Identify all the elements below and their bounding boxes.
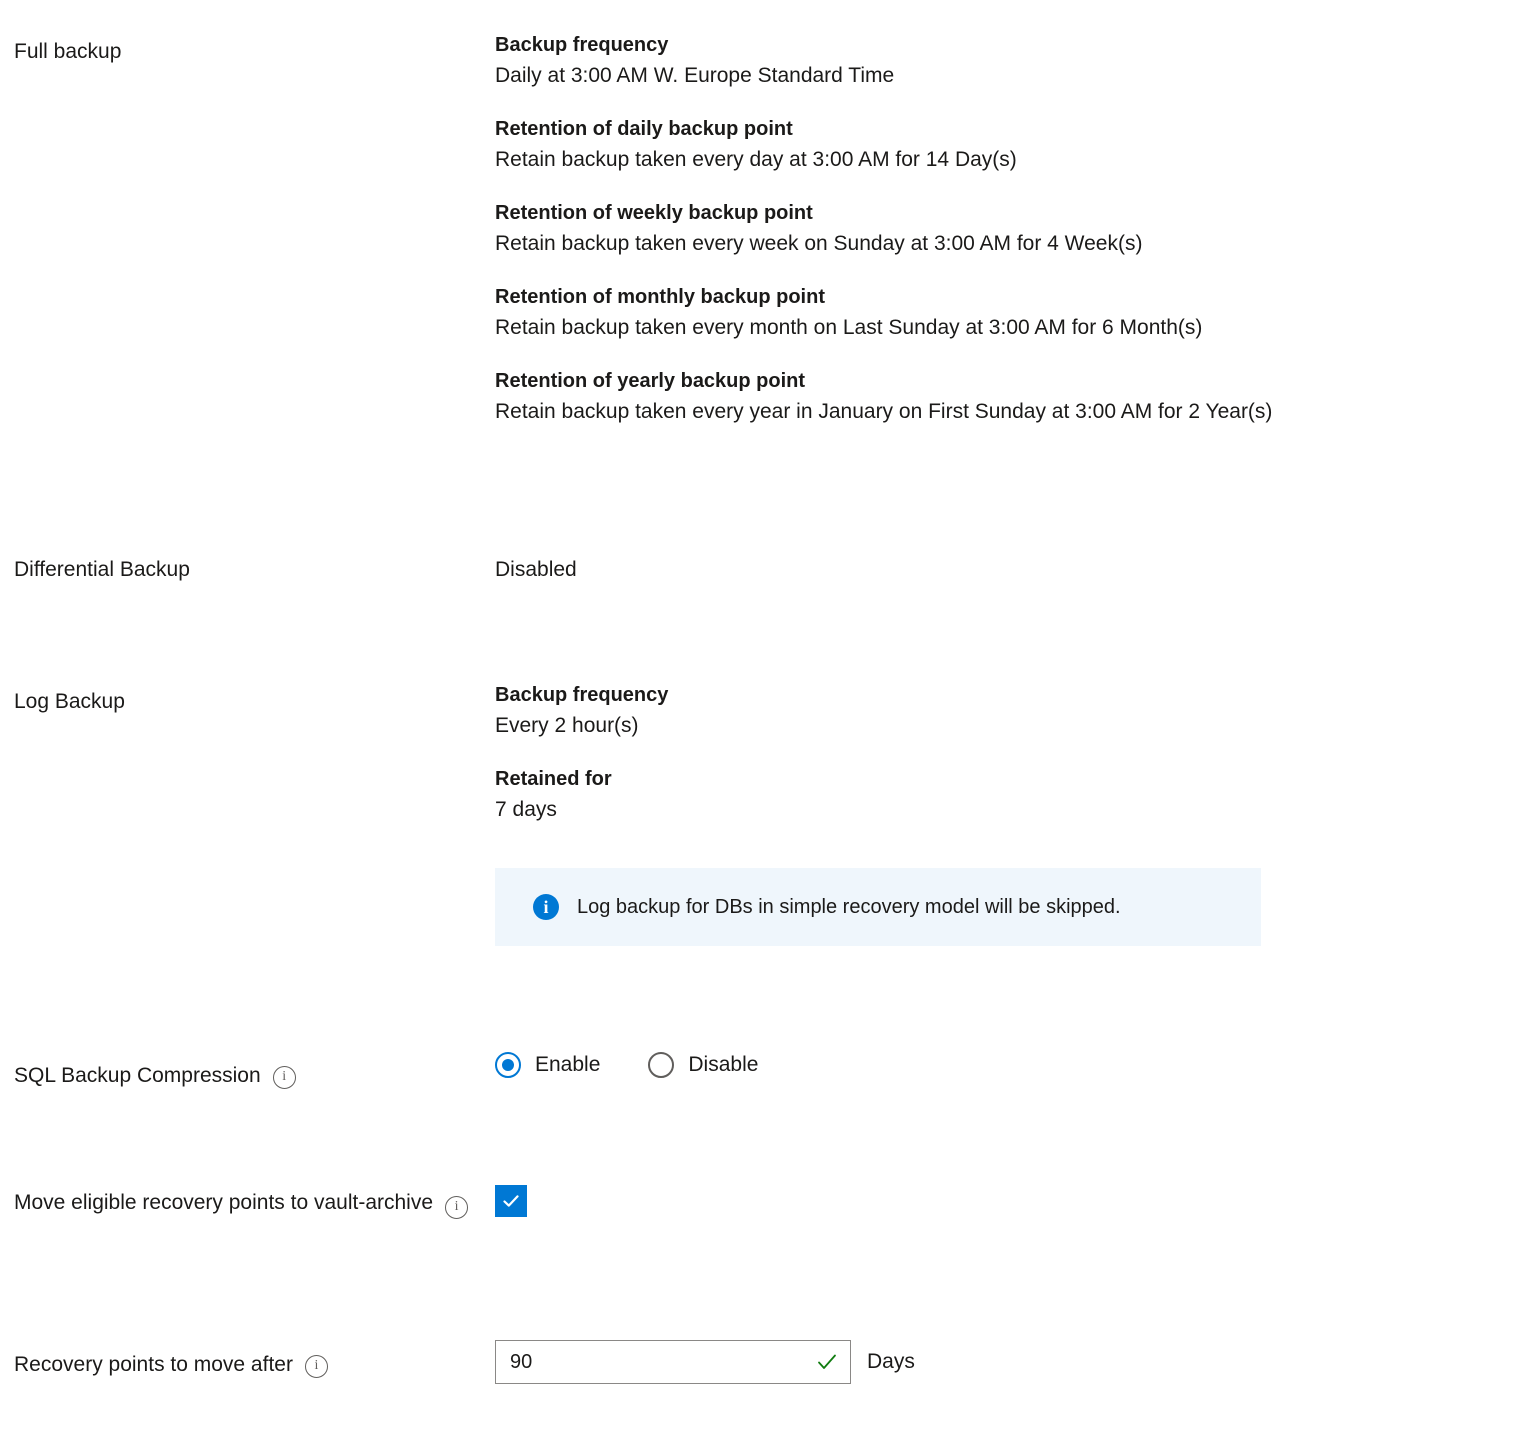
weekly-retention-value: Retain backup taken every week on Sunday at 3:00 AM for 4 Week(s) bbox=[495, 232, 1143, 255]
daily-retention-title: Retention of daily backup point bbox=[495, 118, 793, 140]
recovery-points-move-after-label-wrap bbox=[0, 1340, 495, 1379]
full-backup-section bbox=[495, 114, 1522, 176]
full-backup-details bbox=[495, 30, 1522, 428]
radio-disable[interactable] bbox=[648, 1052, 758, 1078]
log-backup-label: Log Backup bbox=[14, 690, 125, 713]
info-banner-text: Log backup for DBs in simple recovery model will be skipped. bbox=[577, 896, 1121, 918]
log-backup-retained-title: Retained for bbox=[495, 768, 612, 790]
log-backup-row bbox=[0, 680, 1522, 946]
full-backup-row bbox=[0, 30, 1522, 428]
full-backup-section bbox=[495, 366, 1522, 428]
log-backup-section bbox=[495, 680, 1522, 742]
sql-backup-compression-row bbox=[0, 1052, 1522, 1090]
full-backup-section bbox=[495, 198, 1522, 260]
recovery-points-move-after-row bbox=[0, 1340, 1522, 1384]
daily-retention-value: Retain backup taken every day at 3:00 AM for 14 Day(s) bbox=[495, 148, 1017, 171]
info-icon[interactable]: i bbox=[273, 1066, 296, 1089]
move-to-archive-checkbox[interactable] bbox=[495, 1185, 527, 1217]
log-backup-details bbox=[495, 680, 1522, 946]
full-backup-label: Full backup bbox=[14, 40, 122, 63]
move-to-archive-control bbox=[495, 1185, 1522, 1217]
differential-backup-row bbox=[0, 556, 1522, 584]
sql-backup-compression-label: SQL Backup Compression bbox=[14, 1064, 261, 1087]
recovery-points-move-after-label: Recovery points to move after bbox=[14, 1353, 293, 1376]
full-backup-section bbox=[495, 30, 1522, 92]
backup-frequency-value: Daily at 3:00 AM W. Europe Standard Time bbox=[495, 64, 895, 87]
full-backup-section bbox=[495, 282, 1522, 344]
info-icon: i bbox=[533, 894, 559, 920]
move-to-archive-row bbox=[0, 1185, 1522, 1220]
log-backup-frequency-value: Every 2 hour(s) bbox=[495, 714, 639, 737]
recovery-points-move-after-input[interactable] bbox=[496, 1341, 816, 1383]
monthly-retention-value: Retain backup taken every month on Last Sunday at 3:00 AM for 6 Month(s) bbox=[495, 316, 1203, 339]
yearly-retention-value: Retain backup taken every year in January on First Sunday at 3:00 AM for 2 Year(s) bbox=[495, 400, 1273, 423]
move-to-archive-label: Move eligible recovery points to vault-archive bbox=[14, 1191, 434, 1214]
sql-backup-compression-label-wrap bbox=[0, 1052, 495, 1090]
valid-check-icon bbox=[816, 1351, 850, 1373]
radio-disable-label: Disable bbox=[688, 1053, 759, 1076]
differential-backup-value: Disabled bbox=[495, 558, 577, 581]
differential-backup-label: Differential Backup bbox=[14, 558, 190, 581]
sql-backup-compression-options bbox=[495, 1052, 1522, 1078]
radio-enable[interactable] bbox=[495, 1052, 600, 1078]
log-backup-frequency-title: Backup frequency bbox=[495, 684, 669, 706]
backup-frequency-title: Backup frequency bbox=[495, 34, 669, 56]
info-icon[interactable]: i bbox=[305, 1355, 328, 1378]
recovery-points-unit-label: Days bbox=[867, 1350, 915, 1373]
differential-backup-value-col bbox=[495, 556, 1522, 584]
info-icon[interactable]: i bbox=[445, 1196, 468, 1219]
radio-disable-dot[interactable] bbox=[648, 1052, 674, 1078]
radio-enable-label: Enable bbox=[535, 1053, 601, 1076]
recovery-points-move-after-field[interactable] bbox=[495, 1340, 851, 1384]
log-backup-section bbox=[495, 764, 1522, 826]
log-backup-info-banner bbox=[495, 868, 1261, 946]
yearly-retention-title: Retention of yearly backup point bbox=[495, 370, 806, 392]
compression-radio-group bbox=[495, 1052, 1522, 1078]
radio-enable-dot[interactable] bbox=[495, 1052, 521, 1078]
log-backup-retained-value: 7 days bbox=[495, 798, 557, 821]
recovery-points-move-after-control bbox=[495, 1340, 1522, 1384]
monthly-retention-title: Retention of monthly backup point bbox=[495, 286, 825, 308]
recovery-points-field-wrap bbox=[495, 1340, 1522, 1384]
weekly-retention-title: Retention of weekly backup point bbox=[495, 202, 813, 224]
move-to-archive-label-wrap bbox=[0, 1185, 495, 1220]
